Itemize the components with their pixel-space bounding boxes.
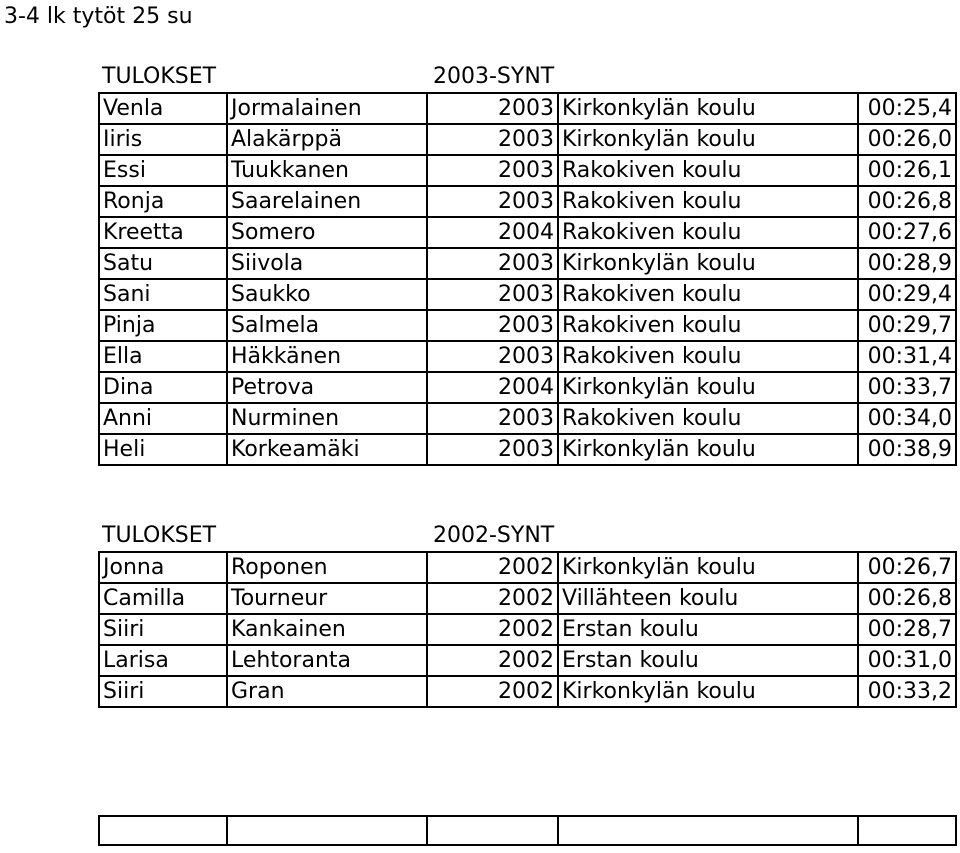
time-cell: 00:29,4 xyxy=(858,279,956,310)
school-cell: Erstan koulu xyxy=(558,614,858,645)
first-name-cell: Jonna xyxy=(99,552,227,583)
table-row xyxy=(99,552,956,583)
last-name-cell: Saarelainen xyxy=(227,186,427,217)
school-cell: Rakokiven koulu xyxy=(558,217,858,248)
birth-year-cell: 2003 xyxy=(427,279,558,310)
time-cell: 00:25,4 xyxy=(858,93,956,124)
table-row xyxy=(99,403,956,434)
time-cell: 00:31,0 xyxy=(858,645,956,676)
birth-year-cell: 2004 xyxy=(427,372,558,403)
empty-cell xyxy=(227,816,427,845)
first-name-cell: Siiri xyxy=(99,676,227,707)
time-cell: 00:26,8 xyxy=(858,583,956,614)
last-name-cell: Gran xyxy=(227,676,427,707)
time-cell: 00:34,0 xyxy=(858,403,956,434)
school-cell: Erstan koulu xyxy=(558,645,858,676)
birth-year-cell: 2002 xyxy=(427,645,558,676)
last-name-cell: Lehtoranta xyxy=(227,645,427,676)
birth-year-cell: 2003 xyxy=(427,403,558,434)
table-row xyxy=(99,645,956,676)
time-cell: 00:33,2 xyxy=(858,676,956,707)
first-name-cell: Dina xyxy=(99,372,227,403)
school-cell: Kirkonkylän koulu xyxy=(558,434,858,465)
school-cell: Kirkonkylän koulu xyxy=(558,124,858,155)
last-name-cell: Kankainen xyxy=(227,614,427,645)
school-cell: Villähteen koulu xyxy=(558,583,858,614)
last-name-cell: Siivola xyxy=(227,248,427,279)
last-name-cell: Alakärppä xyxy=(227,124,427,155)
first-name-cell: Anni xyxy=(99,403,227,434)
section-group: 2003-SYNT xyxy=(433,64,555,89)
last-name-cell: Jormalainen xyxy=(227,93,427,124)
first-name-cell: Essi xyxy=(99,155,227,186)
last-name-cell: Tourneur xyxy=(227,583,427,614)
time-cell: 00:26,1 xyxy=(858,155,956,186)
birth-year-cell: 2002 xyxy=(427,614,558,645)
table-row xyxy=(99,124,956,155)
table-row xyxy=(99,676,956,707)
first-name-cell: Iiris xyxy=(99,124,227,155)
empty-cell xyxy=(858,816,956,845)
table-row xyxy=(99,614,956,645)
empty-cell xyxy=(99,816,227,845)
first-name-cell: Siiri xyxy=(99,614,227,645)
empty-table-row xyxy=(98,815,957,846)
birth-year-cell: 2003 xyxy=(427,124,558,155)
first-name-cell: Heli xyxy=(99,434,227,465)
results-table-2003 xyxy=(98,92,957,466)
first-name-cell: Sani xyxy=(99,279,227,310)
birth-year-cell: 2002 xyxy=(427,552,558,583)
section-header xyxy=(98,521,955,551)
first-name-cell: Larisa xyxy=(99,645,227,676)
birth-year-cell: 2003 xyxy=(427,341,558,372)
birth-year-cell: 2002 xyxy=(427,583,558,614)
results-table-2002 xyxy=(98,551,957,708)
time-cell: 00:26,7 xyxy=(858,552,956,583)
results-section-2003 xyxy=(98,62,955,466)
birth-year-cell: 2003 xyxy=(427,186,558,217)
school-cell: Kirkonkylän koulu xyxy=(558,372,858,403)
time-cell: 00:27,6 xyxy=(858,217,956,248)
school-cell: Kirkonkylän koulu xyxy=(558,676,858,707)
time-cell: 00:28,9 xyxy=(858,248,956,279)
table-row xyxy=(99,341,956,372)
time-cell: 00:28,7 xyxy=(858,614,956,645)
table-row xyxy=(99,310,956,341)
time-cell: 00:33,7 xyxy=(858,372,956,403)
table-row xyxy=(99,93,956,124)
last-name-cell: Roponen xyxy=(227,552,427,583)
section-group: 2002-SYNT xyxy=(433,523,555,548)
time-cell: 00:26,8 xyxy=(858,186,956,217)
time-cell: 00:29,7 xyxy=(858,310,956,341)
page-title: 3-4 lk tytöt 25 su xyxy=(4,4,193,29)
school-cell: Kirkonkylän koulu xyxy=(558,248,858,279)
table-row xyxy=(99,217,956,248)
first-name-cell: Ronja xyxy=(99,186,227,217)
first-name-cell: Pinja xyxy=(99,310,227,341)
results-section-2002 xyxy=(98,521,955,708)
last-name-cell: Nurminen xyxy=(227,403,427,434)
birth-year-cell: 2003 xyxy=(427,434,558,465)
time-cell: 00:31,4 xyxy=(858,341,956,372)
last-name-cell: Somero xyxy=(227,217,427,248)
time-cell: 00:38,9 xyxy=(858,434,956,465)
first-name-cell: Kreetta xyxy=(99,217,227,248)
section-label: TULOKSET xyxy=(102,523,217,548)
school-cell: Rakokiven koulu xyxy=(558,279,858,310)
school-cell: Kirkonkylän koulu xyxy=(558,93,858,124)
table-row xyxy=(99,372,956,403)
table-row xyxy=(99,155,956,186)
empty-cell xyxy=(427,816,558,845)
birth-year-cell: 2002 xyxy=(427,676,558,707)
school-cell: Rakokiven koulu xyxy=(558,155,858,186)
school-cell: Kirkonkylän koulu xyxy=(558,552,858,583)
school-cell: Rakokiven koulu xyxy=(558,310,858,341)
birth-year-cell: 2003 xyxy=(427,310,558,341)
last-name-cell: Petrova xyxy=(227,372,427,403)
birth-year-cell: 2003 xyxy=(427,155,558,186)
table-row xyxy=(99,816,956,845)
time-cell: 00:26,0 xyxy=(858,124,956,155)
section-label: TULOKSET xyxy=(102,64,217,89)
table-row xyxy=(99,186,956,217)
table-row xyxy=(99,583,956,614)
first-name-cell: Satu xyxy=(99,248,227,279)
last-name-cell: Korkeamäki xyxy=(227,434,427,465)
table-row xyxy=(99,279,956,310)
first-name-cell: Camilla xyxy=(99,583,227,614)
section-header xyxy=(98,62,955,92)
table-row xyxy=(99,248,956,279)
school-cell: Rakokiven koulu xyxy=(558,403,858,434)
birth-year-cell: 2003 xyxy=(427,93,558,124)
school-cell: Rakokiven koulu xyxy=(558,341,858,372)
birth-year-cell: 2003 xyxy=(427,248,558,279)
school-cell: Rakokiven koulu xyxy=(558,186,858,217)
empty-cell xyxy=(558,816,858,845)
first-name-cell: Ella xyxy=(99,341,227,372)
last-name-cell: Salmela xyxy=(227,310,427,341)
last-name-cell: Saukko xyxy=(227,279,427,310)
last-name-cell: Tuukkanen xyxy=(227,155,427,186)
last-name-cell: Häkkänen xyxy=(227,341,427,372)
birth-year-cell: 2004 xyxy=(427,217,558,248)
table-row xyxy=(99,434,956,465)
first-name-cell: Venla xyxy=(99,93,227,124)
